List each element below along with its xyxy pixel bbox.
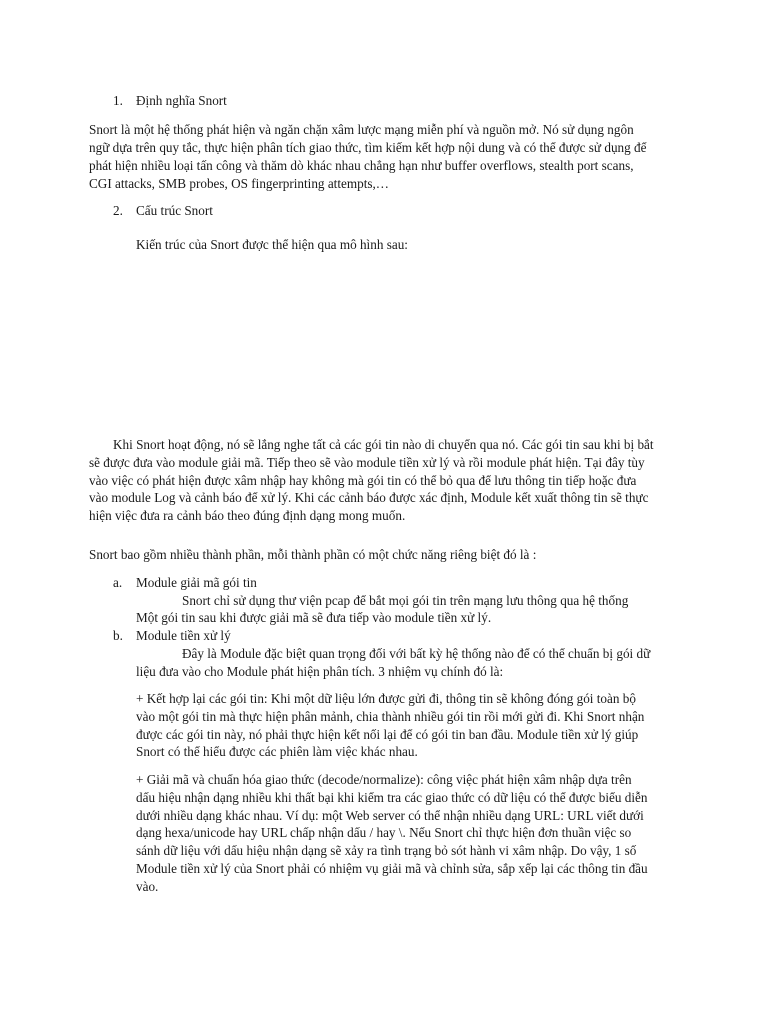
component-b-title: Module tiền xử lý	[136, 628, 231, 643]
component-b-line-2: liệu đưa vào cho Module phát hiện phân tích. 3 nhiệm vụ chính đó là:	[136, 664, 504, 679]
text-line: vào module Log và cảnh báo để xử lý. Khi các cảnh báo được xác định, Module kết xuất thông tin sẽ thực	[89, 490, 649, 506]
text-line: ngữ dựa trên quy tắc, thực hiện phân tích giao thức, tìm kiếm kết hợp nội dung và có thể được sử dụng để	[89, 140, 647, 155]
component-b-line-1: Đây là Module đặc biệt quan trọng đối với bất kỳ hệ thống nào để có thể chuẩn bị gói dữ	[182, 646, 651, 661]
text-line: Khi Snort hoạt động, nó sẽ lắng nghe tất cả các gói tin nào di chuyển qua nó. Các gói tin sau khi bị bắt	[113, 437, 654, 452]
text-line: hiện việc đưa ra cảnh báo theo đúng định dạng mong muốn.	[89, 508, 406, 524]
text-line: + Kết hợp lại các gói tin: Khi một dữ liệu lớn được gửi đi, thông tin sẽ không đóng gói toàn bộ	[136, 691, 636, 706]
component-a-letter: a.	[113, 575, 123, 590]
section-1-number: 1.	[113, 93, 123, 108]
task-2-paragraph	[136, 771, 676, 896]
text-line: CGI attacks, SMB probes, OS fingerprinting attempts,…	[89, 176, 389, 191]
text-line: sánh dữ liệu với dấu hiệu nhận dạng sẽ xảy ra tình trạng bỏ sót hành vi xâm nhập. Do vậy, 1 số	[136, 843, 637, 859]
definition-paragraph	[89, 121, 679, 193]
section-2-title: Cấu trúc Snort	[136, 203, 213, 218]
text-line: sẽ được đưa vào module giải mã. Tiếp theo sẽ vào module tiền xử lý và rồi module phát hiện. Tại đây tùy	[89, 454, 645, 470]
text-line: Snort là một hệ thống phát hiện và ngăn chặn xâm lược mạng miễn phí và nguồn mở. Nó sử dụng ngôn	[89, 122, 634, 137]
component-a-title: Module giải mã gói tin	[136, 575, 257, 590]
text-line: được các gói tin này, nó phải thực hiện kết nối lại để có gói tin ban đầu. Module tiền xử lý giúp	[136, 726, 639, 742]
section-2-number: 2.	[113, 203, 123, 218]
text-line: dưới nhiều dạng khác nhau. Ví dụ: một Web server có thể nhận nhiều dạng URL: URL viết dưới	[136, 807, 644, 823]
task-1-paragraph	[136, 690, 676, 761]
text-line: vào việc có phát hiện được xâm nhập hay không mà gói tin có thể bỏ qua để lưu thông tin tiếp hoặc đưa	[89, 472, 637, 488]
text-line: dấu hiệu nhận dạng nhiều khi thất bại khi kiểm tra các giao thức có dữ liệu có thể được biểu diễn	[136, 789, 648, 805]
text-line: vào.	[136, 878, 159, 894]
component-a-line-1: Snort chỉ sử dụng thư viện pcap để bắt mọi gói tin trên mạng lưu thông qua hệ thống	[182, 593, 629, 608]
operation-paragraph	[89, 436, 679, 525]
text-line: + Giải mã và chuẩn hóa giao thức (decode/normalize): công việc phát hiện xâm nhập dựa trên	[136, 772, 632, 787]
text-line: vào một gói tin mà thực hiện phân mảnh, chia thành nhiều gói tin rồi mới gửi đi. Khi Snort nhận	[136, 708, 645, 724]
architecture-diagram-placeholder	[89, 262, 679, 427]
text-line: Module tiền xử lý của Snort phải có nhiệm vụ giải mã và chỉnh sửa, sắp xếp lại các thông tin đầu	[136, 860, 648, 876]
components-intro: Snort bao gồm nhiều thành phần, mỗi thành phần có một chức năng riêng biệt đó là :	[89, 547, 537, 562]
text-line: Snort có thể hiểu được các phiên làm việc khác nhau.	[136, 744, 418, 760]
text-line: dạng hexa/unicode hay URL chấp nhận dấu / hay \. Nếu Snort chỉ thực hiện đơn thuần việc so	[136, 825, 632, 841]
section-1-title: Định nghĩa Snort	[136, 93, 227, 108]
component-b-letter: b.	[113, 628, 123, 643]
component-a-line-2: Một gói tin sau khi được giải mã sẽ đưa tiếp vào module tiền xử lý.	[136, 610, 492, 625]
text-line: phát hiện nhiều loại tấn công và thăm dò khác nhau chẳng hạn như buffer overflows, stealth port scans,	[89, 158, 634, 173]
architecture-intro: Kiến trúc của Snort được thể hiện qua mô hình sau:	[136, 237, 408, 252]
